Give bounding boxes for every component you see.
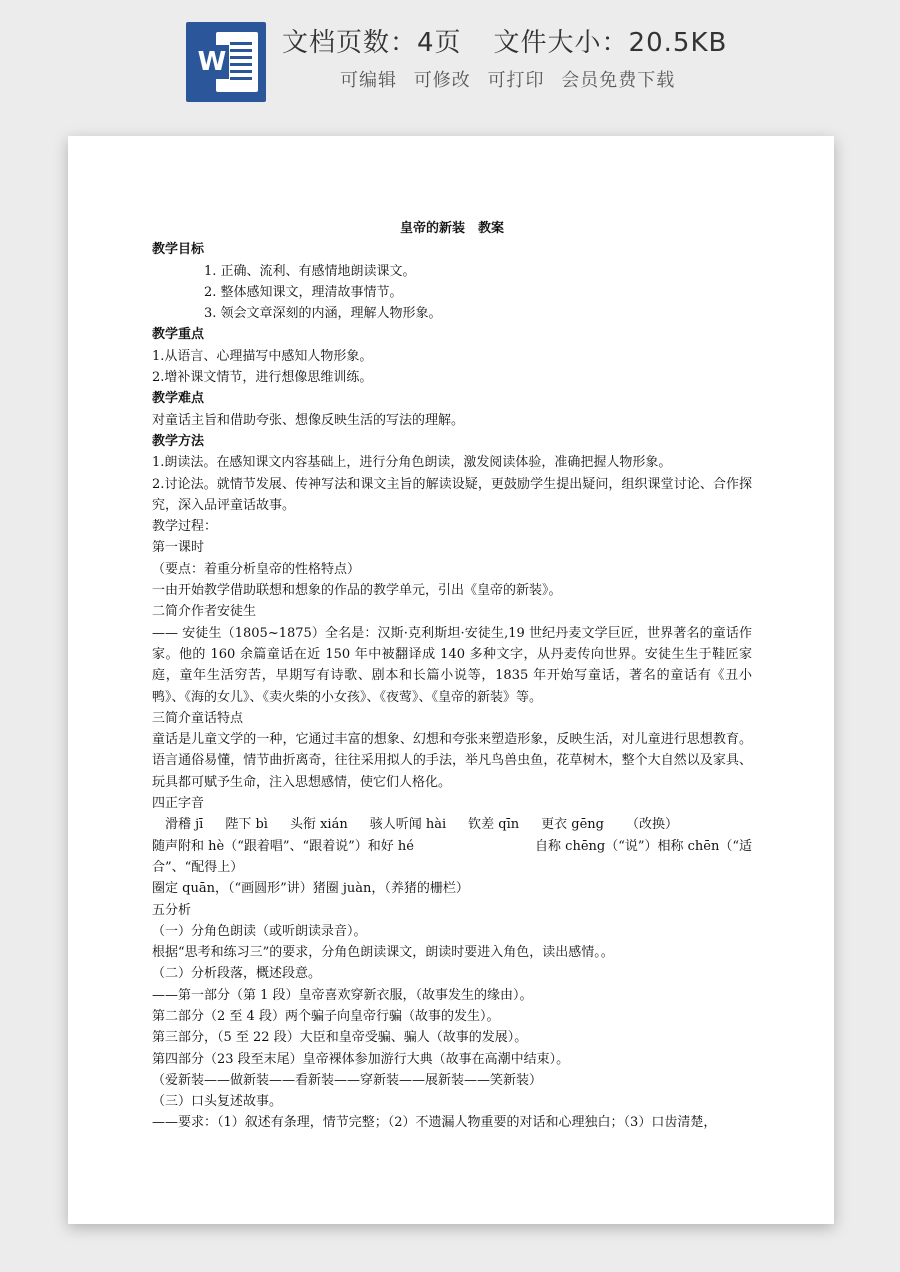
heading-difficulties: 教学难点 xyxy=(152,391,205,407)
document-page xyxy=(68,136,834,1224)
goal-item: 1. 正确、流利、有感情地朗读课文。 xyxy=(204,263,416,279)
author-paragraph: —— 安徒生（1805~1875）全名是：汉斯·克利斯坦·安徒生,19 世纪丹麦文学巨匠，世界著名的童话作家。他的 160 余篇童话在近 150 年中被翻译成 140 多种文字，从丹麦传向世界。安徒生生于鞋匠家庭，童年生活穷苦，早期写有诗歌、剧本和长篇小说等，1835 年开始写童话，著名的童话有《丑小鸭》、《海的女儿》、《卖火柴的小女孩》、《夜莺》、《皇帝的新装》等。 xyxy=(152,625,752,705)
pron-item: （改换） xyxy=(625,817,678,833)
document-body xyxy=(152,218,752,1134)
heading-goals: 教学目标 xyxy=(152,242,205,258)
analysis-text: 根据“思考和练习三”的要求，分角色朗读课文，朗读时要进入角色，读出感情。。 xyxy=(152,945,614,961)
fairy-tale-paragraph: 童话是儿童文学的一种，它通过丰富的想象、幻想和夸张来塑造形象，反映生活，对儿童进行思想教育。语言通俗易懂，情节曲折离奇，往往采用拟人的手法，举凡鸟兽虫鱼，花草树木，整个大自然以及家具、玩具都可赋予生命，注入思想感情，使它们人格化。 xyxy=(152,732,752,790)
step-pronunciation-heading: 四正字音 xyxy=(152,796,205,812)
pron-item: 自称 chēng（“说”）相称 chēn（“适 xyxy=(535,838,752,854)
key-point-item: 2.增补课文情节，进行想像思维训练。 xyxy=(152,370,373,386)
feature-modifiable: 可修改 xyxy=(413,70,471,91)
pron-item: 陛下 bì xyxy=(225,817,268,833)
feature-editable: 可编辑 xyxy=(340,70,397,91)
pron-item: 头衔 xián xyxy=(289,817,348,833)
method-item: 2.讨论法。就情节发展、传神写法和课文主旨的解读设疑，更鼓励学生提出疑问，组织课堂讨论、合作探究，深入品评童话故事。 xyxy=(152,476,752,513)
step-analysis-heading: 五分析 xyxy=(152,902,192,918)
feature-free-download: 会员免费下载 xyxy=(561,70,676,91)
step-author-heading: 二简介作者安徒生 xyxy=(152,604,257,620)
difficulty-text: 对童话主旨和借助夸张、想像反映生活的写法的理解。 xyxy=(152,412,465,428)
step-fairy-tale-heading: 三简介童话特点 xyxy=(152,710,244,726)
analysis-requirement: ——要求：（1）叙述有条理，情节完整；（2）不遗漏人物重要的对话和心理独白；（3）口齿清楚， xyxy=(152,1115,717,1131)
pronunciation-line: 圈定 quān，（“画圆形”讲）猪圈 juàn，（养猪的栅栏） xyxy=(152,881,469,897)
pron-item: 更衣 gēng xyxy=(541,817,604,833)
heading-methods: 教学方法 xyxy=(152,433,205,449)
pron-item: 滑稽 jī xyxy=(165,817,204,833)
step-intro: 一由开始教学借助联想和想象的作品的教学单元，引出《皇帝的新装》。 xyxy=(152,583,562,599)
goal-item: 2. 整体感知课文，理清故事情节。 xyxy=(204,284,403,300)
document-stats xyxy=(282,22,742,59)
word-letter: W xyxy=(195,45,229,79)
pronunciation-line xyxy=(152,814,752,835)
pron-item: 钦差 qīn xyxy=(468,817,520,833)
analysis-chain: （爱新装——做新装——看新装——穿新装——展新装——笑新装） xyxy=(152,1072,543,1088)
document-info-header xyxy=(0,0,900,120)
key-point-item: 1.从语言、心理描写中感知人物形象。 xyxy=(152,348,373,364)
analysis-part: ——第一部分（第 1 段）皇帝喜欢穿新衣服，（故事发生的缘由）。 xyxy=(152,987,533,1003)
pron-item: 随声附和 hè（“跟着唱”、“跟着说”）和好 hé xyxy=(152,838,414,854)
goal-item: 3. 领会文章深刻的内涵，理解人物形象。 xyxy=(204,306,442,322)
analysis-sub-heading: （二）分析段落，概述段意。 xyxy=(152,966,322,982)
word-document-icon xyxy=(186,22,266,102)
feature-printable: 可打印 xyxy=(487,70,545,91)
lesson-label: 第一课时 xyxy=(152,540,205,556)
analysis-part: 第四部分（23 段至末尾）皇帝裸体参加游行大典（故事在高潮中结束）。 xyxy=(152,1051,570,1067)
analysis-part: 第二部分（2 至 4 段）两个骗子向皇帝行骗（故事的发生）。 xyxy=(152,1008,500,1024)
process-label: 教学过程： xyxy=(152,519,218,535)
method-item: 1.朗读法。在感知课文内容基础上，进行分角色朗读，激发阅读体验，准确把握人物形象。 xyxy=(152,455,672,471)
file-size: 文件大小：20.5KB xyxy=(493,28,728,58)
lesson-key-point: （要点：着重分析皇帝的性格特点） xyxy=(152,561,361,577)
heading-key-points: 教学重点 xyxy=(152,327,205,343)
analysis-sub-heading: （一）分角色朗读（或听朗读录音）。 xyxy=(152,923,367,939)
pronunciation-line xyxy=(152,836,752,857)
feature-list xyxy=(340,66,760,92)
page-count: 文档页数：4页 xyxy=(282,28,462,58)
analysis-part: 第三部分，（5 至 22 段）大臣和皇帝受骗、骗人（故事的发展）。 xyxy=(152,1030,528,1046)
pronunciation-line: 合”、“配得上） xyxy=(152,859,244,875)
pron-item: 骇人听闻 hài xyxy=(369,817,447,833)
analysis-sub-heading: （三）口头复述故事。 xyxy=(152,1094,283,1110)
document-title: 皇帝的新装 教案 xyxy=(399,221,504,236)
